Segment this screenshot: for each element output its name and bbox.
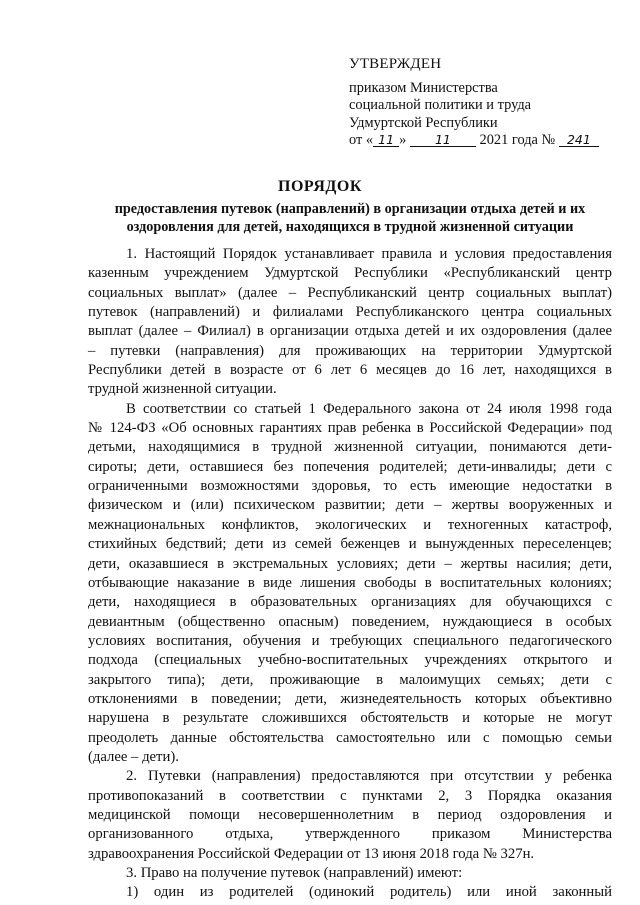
approval-date-line bbox=[349, 132, 619, 150]
body-line: дети, находящиеся в образовательных организациях для обучающихся с bbox=[88, 594, 612, 611]
approval-line: социальной политики и труда bbox=[349, 97, 532, 114]
body-line: 2. Путевки (направления) предоставляются при отсутствии у ребенка bbox=[126, 768, 612, 785]
body-line: здравоохранения Российской Федерации от 13 июня 2018 года № 327н. bbox=[88, 845, 535, 862]
body-line: организованного отдыха, утвержденного приказом Министерства bbox=[88, 826, 612, 843]
document-body bbox=[88, 245, 612, 903]
handwritten-month: 11 bbox=[410, 133, 476, 147]
date-prefix: от « bbox=[349, 132, 374, 149]
body-line: условиях воспитания, обучения и требующих специального педагогического bbox=[88, 632, 612, 649]
approval-line: Удмуртской Республики bbox=[349, 114, 498, 131]
body-line: противопоказаний в соответствии с пунктами 2, 3 Порядка оказания bbox=[88, 787, 612, 804]
subtitle-line: предоставления путевок (направлений) в организации отдыха детей и их bbox=[114, 201, 586, 217]
body-line: № 124-ФЗ «Об основных гарантиях прав ребенка в Российской Федерации» под bbox=[88, 420, 612, 437]
body-line: (далее – дети). bbox=[88, 748, 179, 765]
body-line: преодолеть данные обстоятельства самостоятельно или с помощью семьи bbox=[88, 729, 612, 746]
date-year-text: 2021 года № bbox=[479, 132, 556, 149]
body-line: детьми, находящимися в трудной жизненной ситуации, понимаются дети- bbox=[88, 439, 612, 456]
approval-block bbox=[349, 56, 619, 150]
handwritten-day: 11 bbox=[373, 133, 399, 147]
body-line: медицинской помощи несовершеннолетним в период оздоровления и bbox=[88, 806, 612, 823]
body-line: закрытого типа); дети, проживающие в малоимущих семьях; дети с bbox=[88, 671, 612, 688]
handwritten-order-number: 241 bbox=[559, 133, 599, 147]
body-line: казенным учреждением Удмуртской Республики «Республиканский центр bbox=[88, 265, 612, 282]
body-line: отбывающие наказание в виде лишения свободы в воспитательных колониях; bbox=[88, 574, 612, 591]
body-line: сироты; дети, оставшиеся без попечения родителей; дети-инвалиды; дети с bbox=[88, 458, 612, 475]
approval-heading: УТВЕРЖДЕН bbox=[349, 56, 442, 72]
body-line: девиантным (общественно опасным) поведением, нуждающиеся в особых bbox=[88, 613, 612, 630]
body-line: 1. Настоящий Порядок устанавливает правила и условия предоставления bbox=[126, 246, 612, 262]
body-line: путевок (направлений) и филиалами Республиканского центра социальных bbox=[88, 304, 612, 321]
approval-line: приказом Министерства bbox=[349, 79, 498, 96]
body-line: подхода (специальных учебно-воспитательных учреждениях открытого и bbox=[88, 652, 612, 669]
subtitle-line: оздоровления для детей, находящихся в трудной жизненной ситуации bbox=[126, 219, 574, 235]
date-quote-close: » bbox=[399, 132, 407, 149]
body-line: 1) один из родителей (одинокий родитель) или иной законный bbox=[126, 884, 612, 901]
body-line: физическом и (или) психическом развитии; дети – жертвы вооруженных и bbox=[88, 497, 612, 514]
body-line: отклонениями в поведении; дети, жизнедеятельность которых объективно bbox=[88, 690, 612, 707]
body-line: стихийных бедствий; дети из семей беженцев и вынужденных переселенцев; bbox=[88, 536, 612, 553]
body-line: нарушена в результате сложившихся обстоятельств и которые не могут bbox=[88, 710, 612, 727]
document-title: ПОРЯДОК bbox=[278, 178, 362, 195]
body-line: 3. Право на получение путевок (направлений) имеют: bbox=[126, 865, 463, 881]
body-line: трудной жизненной ситуации. bbox=[88, 381, 277, 398]
body-line: дети, оказавшиеся в экстремальных условиях; дети – жертвы насилия; дети, bbox=[88, 555, 612, 572]
body-line: – путевки (направления) для проживающих на территории Удмуртской bbox=[88, 342, 612, 359]
body-line: межнациональных конфликтов, экологических и техногенных катастроф, bbox=[88, 516, 612, 533]
body-line: выплат (далее – Филиал) в организации отдыха детей и их оздоровления (далее bbox=[88, 323, 612, 340]
body-line: ограниченными возможностями здоровья, то есть имеющие недостатки в bbox=[88, 478, 612, 495]
document-subtitle bbox=[88, 200, 612, 236]
body-line: В соответствии со статьей 1 Федерального закона от 24 июля 1998 года bbox=[126, 400, 612, 417]
body-line: Республики детей в возрасте от 6 лет 6 месяцев до 16 лет, находящихся в bbox=[88, 362, 612, 379]
body-line: социальных выплат» (далее – Республиканский центр социальных выплат) bbox=[88, 284, 612, 301]
